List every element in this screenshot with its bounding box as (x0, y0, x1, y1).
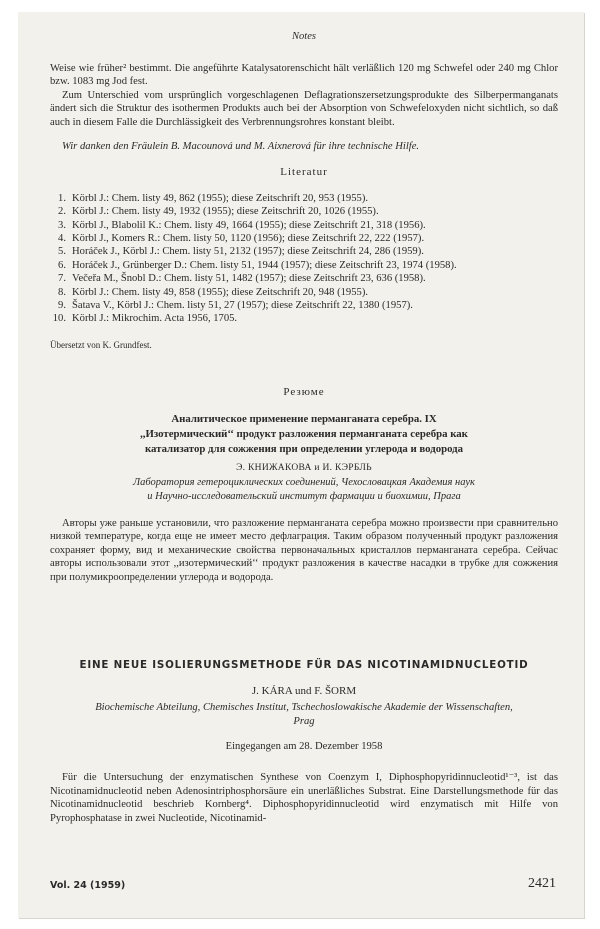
reference-item (50, 192, 558, 205)
reference-item (50, 232, 558, 245)
received-date: Eingegangen am 28. Dezember 1958 (225, 741, 383, 753)
reference-text: Horáček J., Grünberger D.: Chem. listy 51, 1944 (1957); diese Zeitschrift 23, 1974 (1958). (72, 259, 457, 271)
reference-text: Körbl J.: Chem. listy 49, 1932 (1955); diese Zeitschrift 20, 1026 (1955). (72, 206, 379, 218)
reference-text: Šatava V., Körbl J.: Chem. listy 51, 27 (1957); diese Zeitschrift 22, 1380 (1957). (72, 300, 413, 311)
reference-text: Körbl J.: Chem. listy 49, 858 (1955); diese Zeitschrift 20, 948 (1955). (72, 286, 368, 298)
reference-text: Körbl J.: Mikrochim. Acta 1956, 1705. (72, 313, 238, 325)
reference-number: 6. (58, 259, 66, 271)
article-affiliation-line: Biochemische Abteilung, Chemisches Institut, Tschechoslowakische Akademie der Wissenschaften, (95, 701, 513, 713)
resume-body: Авторы уже раньше установили, что разложение перманганата серебра можно произвести при сравнительно низкой температуре, когда еще не имеет место дефлаграция. Таким образом полученный продукт разложения сохраняет форму, вид и механические свойства первоначальных кристаллов перманганата серебра. Сейчас авторы использовали этот ,,изотермический‘‘ продукт разложения в качестве насадки в трубке для сожжения при полумикроопределении углерода и водорода. (50, 517, 558, 583)
reference-text: Körbl J., Blabolil K.: Chem. listy 49, 1664 (1955); diese Zeitschrift 21, 318 (1956). (72, 219, 426, 231)
acknowledgement: Wir danken den Fräulein B. Macounová und M. Aixnerová für ihre technische Hilfe. (62, 140, 420, 152)
intro-paragraph-2: Zum Unterschied vom ursprünglich vorgeschlagenen Deflagrationszersetzungsprodukte des Silberpermanganats ändert sich die Struktur des isothermen Produkts auch bei der Absorption von Schwefeloxyden nicht sichtlich, so daß auch in diesem Falle die Durchlässigkeit des Verbrennungsrohres konstant bleibt. (50, 89, 558, 128)
reference-number: 10. (52, 313, 66, 325)
reference-number: 3. (58, 219, 66, 231)
reference-number: 8. (58, 286, 66, 298)
reference-number: 9. (58, 300, 66, 311)
reference-text: Körbl J., Komers R.: Chem. listy 50, 1120 (1956); diese Zeitschrift 22, 222 (1957). (72, 232, 425, 244)
reference-item (50, 205, 558, 218)
reference-number: 7. (58, 273, 66, 285)
intro-paragraph-1: Weise wie früher² bestimmt. Die angeführte Katalysatorenschicht hält verläßlich 120 mg Schwefel oder 240 mg Chlor bzw. 1083 mg Jod fest. (50, 62, 558, 88)
resume-title-line: ,,Изотермический‘‘ продукт разложения перманганата серебра как (140, 428, 468, 440)
literatur-heading: Literatur (280, 166, 328, 179)
reference-item (50, 286, 558, 299)
reference-item (50, 299, 558, 312)
resume-title-line: катализатор для сожжения при определении углерода и водорода (144, 443, 464, 455)
resume-authors: Э. КНИЖАКОВА и И. КЭРБЛЬ (236, 463, 372, 473)
reference-item (50, 259, 558, 272)
reference-number: 4. (58, 232, 66, 244)
page-content (50, 30, 558, 825)
article-affiliation (50, 701, 558, 729)
article-title: EINE NEUE ISOLIERUNGSMETHODE FÜR DAS NICOTINAMIDNUCLEOTID (79, 658, 529, 671)
reference-number: 2. (58, 206, 66, 218)
journal-page (18, 12, 584, 918)
reference-text: Körbl J.: Chem. listy 49, 862 (1955); diese Zeitschrift 20, 953 (1955). (72, 192, 368, 204)
page-number: 2421 (528, 876, 556, 891)
reference-number: 5. (58, 246, 66, 258)
reference-item (50, 219, 558, 232)
reference-item (50, 272, 558, 285)
running-header: Notes (292, 31, 316, 42)
article-body: Für die Untersuchung der enzymatischen Synthese von Coenzym I, Diphosphopyridinnucleotid¹⁻³, ist das Nicotinamidnucleotid neben Adenosintriphosphorsäure ein unerläßliches Substrat. Eine Darstellungsmethode für das Nicotinamidnucleotid beschrieb Kornberg⁴. Diphosphopyridinnucleotid wird enzymatisch mit Hilfe von Pyrophosphatase in zwei Nucleotide, Nicotinamid- (50, 771, 558, 824)
article-affiliation-line: Prag (293, 715, 315, 727)
volume-footer: Vol. 24 (1959) (50, 880, 126, 891)
reference-list (50, 192, 558, 326)
article-authors: J. KÁRA und F. ŠORM (251, 685, 357, 698)
reference-text: Večeřa M., Šnobl D.: Chem. listy 51, 1482 (1957); diese Zeitschrift 23, 636 (1958). (72, 273, 426, 285)
reference-number: 1. (58, 192, 66, 204)
resume-title (50, 412, 558, 457)
resume-title-line: Аналитическое применение перманганата серебра. IX (171, 413, 437, 425)
reference-item (50, 245, 558, 258)
resume-heading: Резюме (283, 386, 325, 399)
translator-note: Übersetzt von K. Grundfest. (50, 339, 152, 350)
resume-affiliation-line: и Научно-исследовательский институт фармации и биохимии, Прага (147, 490, 461, 502)
reference-text: Horáček J., Körbl J.: Chem. listy 51, 2132 (1957); diese Zeitschrift 24, 286 (1959). (72, 246, 424, 258)
resume-affiliation-line: Лаборатория гетероциклических соединений, Чехословацкая Академия наук (133, 476, 475, 488)
reference-item (50, 312, 558, 325)
